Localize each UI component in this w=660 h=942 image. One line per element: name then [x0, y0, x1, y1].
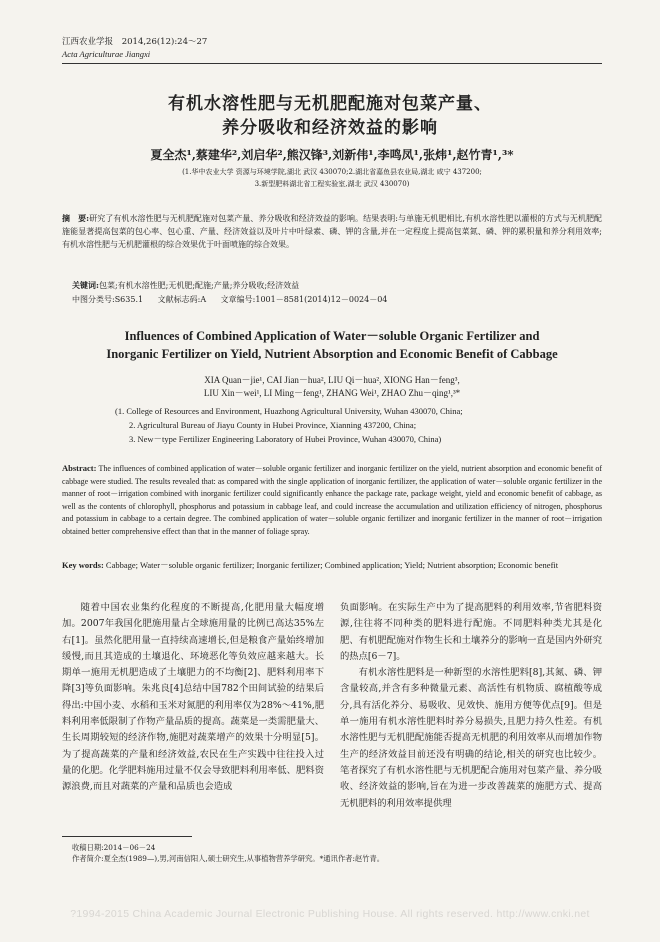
- footnote-received-date: 收稿日期:2014－06－24: [72, 843, 156, 852]
- body-column-left: [62, 600, 324, 796]
- keywords-en-label: Key words:: [62, 560, 104, 570]
- body-column-right: [340, 600, 602, 812]
- affiliations-en: [115, 404, 615, 446]
- authors-en-line1: XIA Quan－jie¹, CAI Jian－hua², LIU Qi－hua², XIONG Han－feng³,: [204, 375, 460, 385]
- title-cn-line1: 有机水溶性肥与无机肥配施对包菜产量、: [168, 94, 492, 114]
- abstract-en: [62, 462, 602, 539]
- keywords-cn: [72, 279, 602, 292]
- title-en-line1: Influences of Combined Application of Water－soluble Organic Fertilizer and: [124, 329, 540, 343]
- keywords-cn-text: 包菜;有机水溶性肥;无机肥;配施;产量;养分吸收;经济效益: [98, 281, 300, 290]
- title-cn: [70, 92, 590, 140]
- copyright-watermark: ?1994-2015 China Academic Journal Electronic Publishing House. All rights reserved. http://www.cnki.net: [70, 908, 590, 920]
- keywords-en: [62, 559, 602, 572]
- keywords-cn-label: 关键词:: [72, 280, 99, 290]
- title-en: [62, 327, 602, 363]
- affiliations-cn: [62, 166, 602, 190]
- affiliation-en-line: (1. College of Resources and Environment, Huazhong Agricultural University, Wuhan 430070, China;: [115, 406, 463, 416]
- affiliation-en-line: 2. Agricultural Bureau of Jiayu County in Hubei Province, Xianning 437200, China;: [129, 420, 417, 430]
- abstract-en-text: The influences of combined application of water－soluble organic fertilizer and inorganic fertilizer on the yield, nutrient absorption and economic benefit of cabbage were studied. The results revealed that: as compared with the single application of inorganic fertilizer, the application of water－soluble organic fertilizer in the manner of root－irrigation combined with inorganic fertilizer could significantly enhance the package rate, package weight, yield and economic benefit of cabbage, as well as the contents of chlorophyll, phosphorus and potassium in cabbage leaf, and could increase the accumulation and utilization efficiency of nitrogen, phosphorus and potassium in cabbage to a certain degree. The combined application of water－soluble organic fertilizer and inorganic fertilizer in the manner of root－irrigation obtained better comprehensive effect than that in the manner of foliage spray.: [62, 464, 602, 536]
- abstract-cn: [62, 212, 602, 251]
- abstract-cn-label: 摘 要:: [62, 213, 90, 223]
- authors-cn: 夏全杰¹,蔡建华²,刘启华²,熊汉锋³,刘新伟¹,李鸣凤¹,张炜¹,赵竹青¹,³*: [150, 148, 514, 162]
- keywords-en-text: Cabbage; Water－soluble organic fertilizer; Inorganic fertilizer; Combined application; Yield; Nutrient absorption; Economic benefit: [105, 560, 559, 570]
- footnote-divider: [62, 836, 192, 837]
- title-cn-line2: 养分吸收和经济效益的影响: [222, 118, 438, 138]
- journal-header: [62, 36, 602, 64]
- authors-en-line2: LIU Xin－wei¹, LI Ming－feng¹, ZHANG Wei¹, ZHAO Zhu－qing¹,³*: [203, 388, 461, 398]
- journal-issue: 2014,26(12):24～27: [121, 37, 208, 47]
- affiliation-cn-line2: 3.新型肥料湖北省工程实验室,湖北 武汉 430070): [254, 180, 410, 188]
- classification-line: [72, 293, 602, 306]
- title-en-line2: Inorganic Fertilizer on Yield, Nutrient Absorption and Economic Benefit of Cabbage: [106, 347, 558, 361]
- journal-info-line: [62, 36, 602, 48]
- body-paragraph: 负面影响。在实际生产中为了提高肥料的利用效率,节省肥料资源,往往将不同种类的肥料进行配施。不同肥料种类尤其是化肥、有机肥配施对作物生长和土壤养分的影响一直是国内外研究的热点[6－7]。: [340, 602, 602, 662]
- journal-name-cn: 江西农业学报: [62, 37, 114, 47]
- authors-en: [62, 374, 602, 400]
- affiliation-en-line: 3. New－type Fertilizer Engineering Laboratory of Hubei Province, Wuhan 430070, China): [129, 434, 442, 444]
- body-paragraph: 随着中国农业集约化程度的不断提高,化肥用量大幅度增加。2007年我国化肥施用量占全球施用量的比例已高达35%左右[1]。虽然化肥用量一直持续高速增长,但是粮食产量始终增加缓慢,而且其造成的土壤退化、环境恶化等负效应越来越大。长期单一施用无机肥造成了土壤肥力的不均衡[2]、肥料利用率下降[3]等负面影响。朱兆良[4]总结中国782个田间试验的结果后得出:中国小麦、水稻和玉米对氮肥的利用率仅为28%～41%,肥料利用率低限制了作物产量品质的提高。蔬菜是一类需肥量大、生长周期较短的经济作物,施肥对蔬菜增产的效果十分明显[5]。为了提高蔬菜的产量和经济效益,农民在生产实践中往往投入过量的化肥。化学肥料施用过量不仅会导致肥料利用率低、肥料资源浪费,而且对蔬菜的产量和品质也会造成: [62, 602, 324, 793]
- journal-name-en: Acta Agriculturae Jiangxi: [62, 49, 151, 59]
- affiliation-cn-line1: (1.华中农业大学 资源与环境学院,湖北 武汉 430070;2.湖北省嘉鱼县农业局,湖北 咸宁 437200;: [182, 168, 482, 176]
- abstract-en-label: Abstract:: [62, 463, 97, 473]
- footnote-author-info: 作者简介:夏全杰(1989—),男,河南信阳人,硕士研究生,从事植物营养学研究。*通讯作者:赵竹青。: [72, 854, 385, 863]
- abstract-cn-text: 研究了有机水溶性肥与无机肥配施对包菜产量、养分吸收和经济效益的影响。结果表明:与单施无机肥相比,有机水溶性肥以灌根的方式与无机肥配施能显著提高包菜的包心率、包心重、产量、经济效益以及叶片中叶绿素、磷、钾的含量,并在一定程度上提高包菜氮、磷、钾的累积量和养分利用效率;有机水溶性肥与无机肥灌根的综合效果优于叶面喷施的综合效果。: [62, 214, 603, 249]
- clc-number: 中图分类号:S635.1: [72, 295, 144, 304]
- footnotes: [72, 842, 602, 864]
- body-paragraph: 有机水溶性肥料是一种新型的水溶性肥料[8],其氮、磷、钾含量较高,并含有多种微量元素、高活性有机物质、腐植酸等成分,具有活化养分、易吸收、见效快、施用方便等优点[9]。但是单一施用有机水溶性肥料时养分易损失,且肥力持久性差。有机水溶性肥与无机肥配施能否提高无机肥的利用效率从而增加作物生产的经济效益目前还没有明确的结论,相关的研究也比较少。笔者探究了有机水溶性肥与无机肥配合施用对包菜产量、养分吸收、经济效益的影响,旨在为进一步改善蔬菜的施肥方式、提高无机肥料的利用效率提供理: [340, 667, 602, 809]
- article-number: 文章编号:1001－8581(2014)12－0024－04: [220, 295, 388, 304]
- document-code: 文献标志码:A: [157, 295, 207, 304]
